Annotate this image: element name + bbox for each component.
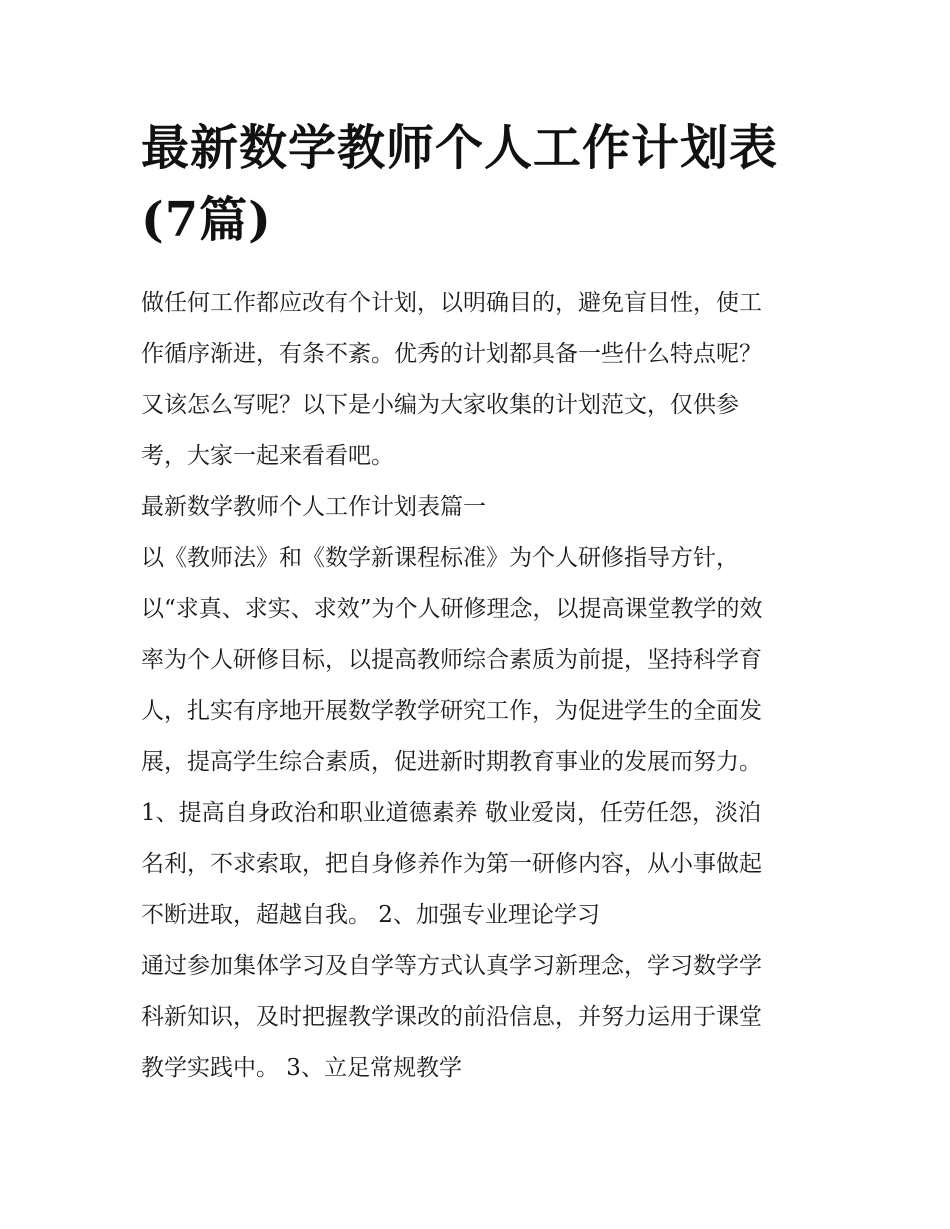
item-1-line-2: 名利，不求索取，把自身修养作为第一研修内容，从小事做起 bbox=[141, 851, 762, 877]
intro-line-3: 又该怎么写呢？以下是小编为大家收集的计划范文，仅供参 bbox=[141, 392, 739, 418]
body-line-1: 以《教师法》和《数学新课程标准》为个人研修指导方针， bbox=[141, 545, 739, 571]
item-2-line-3: 教学实践中。 3、立足常规教学 bbox=[141, 1055, 462, 1081]
intro-line-4: 考，大家一起来看看吧。 bbox=[141, 443, 394, 469]
intro-line-2: 作循序渐进，有条不紊。优秀的计划都具备一些什么特点呢？ bbox=[141, 341, 762, 367]
item-1-line-1: 1、提高自身政治和职业道德素养 敬业爱岗，任劳任怨，淡泊 bbox=[141, 800, 761, 826]
title-line-2: (7篇) bbox=[141, 192, 272, 248]
item-2-line-2: 科新知识，及时把握教学课改的前沿信息，并努力运用于课堂 bbox=[141, 1004, 762, 1030]
title-line-1: 最新数学教师个人工作计划表 bbox=[141, 120, 779, 176]
body-line-5: 展，提高学生综合素质，促进新时期教育事业的发展而努力。 bbox=[141, 749, 762, 775]
item-2-line-1: 通过参加集体学习及自学等方式认真学习新理念，学习数学学 bbox=[141, 953, 762, 979]
item-1-line-3: 不断进取，超越自我。 2、加强专业理论学习 bbox=[141, 902, 600, 928]
document-body bbox=[141, 278, 831, 1094]
intro-line-1: 做任何工作都应改有个计划，以明确目的，避免盲目性，使工 bbox=[141, 290, 762, 316]
body-line-4: 人，扎实有序地开展数学教学研究工作，为促进学生的全面发 bbox=[141, 698, 762, 724]
document-title bbox=[141, 112, 841, 256]
section-heading: 最新数学教师个人工作计划表篇一 bbox=[141, 494, 486, 520]
body-line-3: 率为个人研修目标，以提高教师综合素质为前提，坚持科学育 bbox=[141, 647, 762, 673]
body-line-2: 以“求真、求实、求效”为个人研修理念，以提高课堂教学的效 bbox=[141, 596, 763, 622]
